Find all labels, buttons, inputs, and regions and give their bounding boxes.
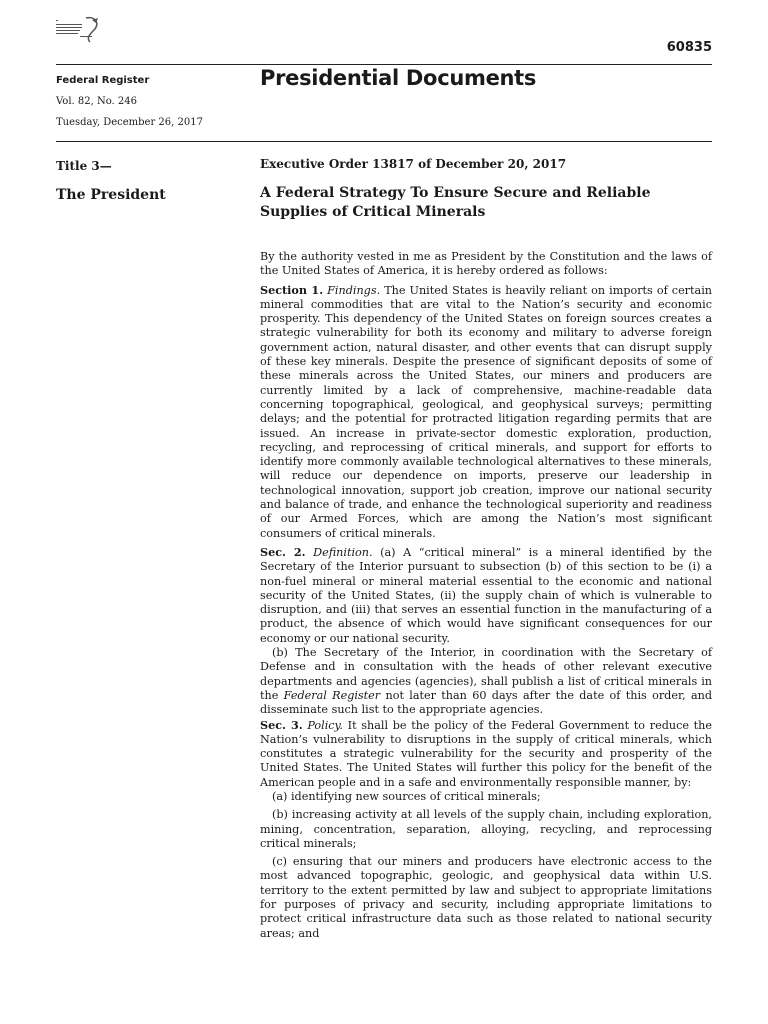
title-number: Title 3—	[56, 159, 112, 173]
gpo-authenticated-logo-icon	[56, 14, 102, 44]
order-title: A Federal Strategy To Ensure Secure and Reliable Supplies of Critical Minerals	[260, 185, 651, 220]
header-rule	[56, 64, 712, 65]
section-2a	[260, 545, 712, 646]
section-2a-text: (a) A “critical mineral” is a mineral identified by the Secretary of the Interior pursuant to subsection (b) of this section to be (i) a non-fuel mineral or mineral material essential to the economic and national security of the United States, (ii) the supply chain of which is vulnerable to disruption, and (iii) that serves an essential function in the manufacturing of a product, the absence of which would have significant consequences for our economy or our national security.	[260, 545, 712, 645]
page-number: 60835	[666, 40, 712, 55]
section-1-label: Section 1.	[260, 282, 324, 297]
section-3-item-a: (a) identifying new sources of critical minerals;	[272, 789, 541, 803]
section-2-label: Sec. 2.	[260, 544, 306, 559]
publication-date: Tuesday, December 26, 2017	[56, 117, 203, 128]
publication-name: Federal Register	[56, 75, 150, 86]
section-1-text: The United States is heavily reliant on imports of certain mineral commodities that are vital to the Nation’s security and economic prosperity. This dependency of the United States on foreign sources creates a strategic vulnerability for both its economy and military to adverse foreign government action, natural disaster, and other events that can disrupt supply of these key minerals. Despite the presence of significant deposits of some of these minerals across the United States, our miners and producers are currently limited by a lack of comprehensive, machine-readable data concerning topographical, geological, and geophysical surveys; permitting delays; and the potential for protracted litigation regarding permits that are issued. An increase in private-sector domestic exploration, production, recycling, and reprocessing of critical minerals, and support for efforts to identify more commonly available technological alternatives to these minerals, will reduce our dependence on imports, preserve our leadership in technological innovation, support job creation, improve our national security and balance of trade, and enhance the technological superiority and readiness of our Armed Forces, which are among the Nation’s most significant consumers of critical minerals.	[260, 283, 712, 540]
preamble: By the authority vested in me as President by the Constitution and the laws of the United States of America, it is hereby ordered as follows:	[260, 250, 712, 278]
section-2-heading: Definition.	[313, 545, 373, 559]
title-subtitle: The President	[56, 187, 166, 203]
section-3-item-b: (b) increasing activity at all levels of the supply chain, including exploration, mining, concentration, separation, alloying, recycling, and reprocessing critical minerals;	[260, 808, 712, 850]
volume-number: Vol. 82, No. 246	[56, 96, 138, 107]
section-title: Presidential Documents	[260, 66, 537, 90]
section-2b-federal-register: Federal Register	[283, 688, 381, 702]
section-rule	[56, 141, 712, 142]
section-2b-text-pre: (b) The Secretary of the Interior, in coordination with the Secretary of Defense and in consultation with the heads of other relevant executive departments and agencies (agencies), shall publish a list of critical minerals in the	[260, 646, 712, 702]
section-2b-text-post: not later than 60 days after the date of this order, and disseminate such list to the appropriate agencies.	[260, 688, 713, 717]
section-1-heading: Findings.	[327, 283, 381, 297]
section-3-text: It shall be the policy of the Federal Government to reduce the Nation’s vulnerability to disruptions in the supply of critical minerals, which constitutes a strategic vulnerability for the security and prosperity of the United States. The United States will further this policy for the benefit of the American people and in a safe and environmentally responsible manner, by:	[260, 718, 712, 789]
section-2b	[260, 646, 712, 717]
section-3-label: Sec. 3.	[260, 717, 303, 732]
section-3-heading: Policy.	[307, 718, 343, 732]
section-3	[260, 718, 712, 790]
section-3-item-c: (c) ensuring that our miners and producers have electronic access to the most advanced topographic, geologic, and geophysical data within U.S. territory to the extent permitted by law and subject to appropriate limitations for purposes of privacy and security, including appropriate limitations to protect critical infrastructure data such as those related to national security areas; and	[260, 855, 712, 940]
order-body	[260, 250, 712, 945]
executive-order-heading: Executive Order 13817 of December 20, 2017	[260, 157, 567, 171]
section-1	[260, 283, 712, 541]
